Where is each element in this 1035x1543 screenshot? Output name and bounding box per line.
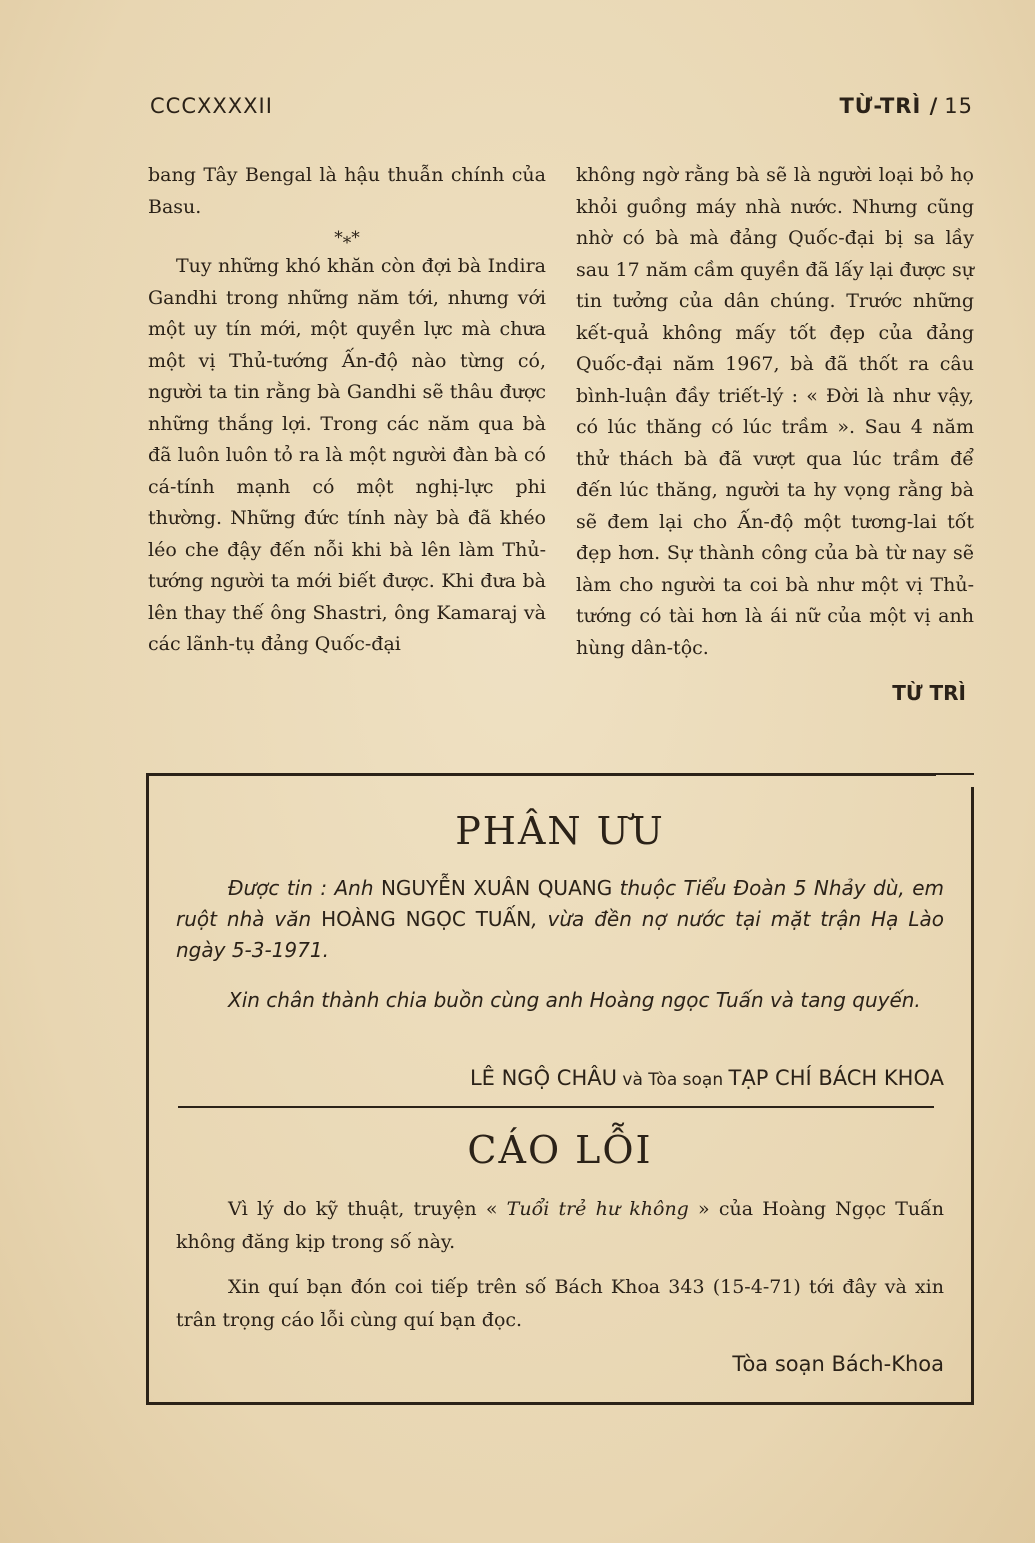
apology-text: » của Hoàng Ngọc Tuấn không đăng kịp trong số này. xyxy=(176,1198,945,1253)
article-right-column xyxy=(576,160,974,710)
box-border xyxy=(146,773,149,1405)
section-separator: *⁎* xyxy=(334,228,360,248)
notice-box xyxy=(146,773,974,1405)
story-title: Tuổi trẻ hư không xyxy=(506,1198,689,1220)
running-title-text: TỪ-TRÌ / xyxy=(839,94,939,118)
apology-title: CÁO LỖI xyxy=(467,1128,653,1172)
magazine-name: TẠP CHÍ BÁCH KHOA xyxy=(728,1066,944,1090)
condolence-title: PHÂN ƯU xyxy=(455,809,665,853)
condolence-text: Được tin : Anh xyxy=(228,876,381,900)
page-header xyxy=(150,88,973,124)
running-title xyxy=(839,94,973,118)
box-border xyxy=(146,1402,974,1405)
box-border xyxy=(936,773,974,775)
condolence-sender xyxy=(176,1063,944,1096)
article-paragraph: Tuy những khó khăn còn đợi bà Indira Gandhi trong những năm tới, nhưng với một uy tín mới, một quyền lực mà chưa một vị Thủ-tướng Ấn-độ nào từng có, người ta tin rằng bà Gandhi sẽ thâu được những thắng lợi. Trong các năm qua bà đã luôn luôn tỏ ra là một người đàn bà có cá-tính mạnh có một nghị-lực phi thường. Những đức tính này bà đã khéo léo che đậy đến nỗi khi bà lên làm Thủ-tướng người ta mới biết được. Khi đưa bà lên thay thế ông Shastri, ông Kamaraj và các lãnh-tụ đảng Quốc-đại xyxy=(148,255,546,655)
writer-name: HOÀNG NGỌC TUẤN xyxy=(321,907,532,931)
apology-followup: Xin quí bạn đón coi tiếp trên số Bách Khoa 343 (15-4-71) tới đây và xin trân trọng cáo lỗi cùng quí bạn đọc. xyxy=(176,1276,944,1331)
box-border xyxy=(971,787,974,1405)
volume-number: CCCXXXXII xyxy=(150,94,273,118)
condolence-text: , vừa đền nợ nước tại mặt trận Hạ Lào ngày 5-3-1971. xyxy=(176,907,944,962)
article-paragraph: bang Tây Bengal là hậu thuẫn chính của Basu. xyxy=(148,164,546,218)
sender-joiner: và Tòa soạn xyxy=(616,1070,729,1090)
sender-name: LÊ NGỘ CHÂU xyxy=(469,1066,617,1090)
condolence-text: thuộc Tiểu Đoàn 5 Nhảy dù, em ruột nhà văn xyxy=(176,876,944,931)
article-signature: TỪ TRÌ xyxy=(892,681,966,705)
deceased-name: NGUYỄN XUÂN QUANG xyxy=(380,876,613,900)
apology-message xyxy=(176,1193,944,1259)
section-divider xyxy=(178,1106,934,1108)
apology-text: Vì lý do kỹ thuật, truyện « xyxy=(228,1198,507,1220)
page-number: 15 xyxy=(944,94,973,118)
box-border xyxy=(146,773,936,776)
condolence-sympathy: Xin chân thành chia buồn cùng anh Hoàng ngọc Tuấn và tang quyến. xyxy=(228,988,921,1012)
apology-sender: Tòa soạn Bách-Khoa xyxy=(732,1352,944,1376)
article-left-column xyxy=(148,160,546,661)
article-paragraph: không ngờ rằng bà sẽ là người loại bỏ họ khỏi guồng máy nhà nước. Nhưng cũng nhờ có bà mà đảng Quốc-đại bị sa lầy sau 17 năm cầm quyền đã lấy lại được sự tin tưởng của dân chúng. Trước những kết-quả không mấy tốt đẹp của đảng Quốc-đại năm 1967, bà đã thốt ra câu bình-luận đầy triết-lý : « Đời là như vậy, có lúc thăng có lúc trầm ». Sau 4 năm thử thách bà đã vượt qua lúc trầm để đến lúc thăng, người ta hy vọng rằng bà sẽ đem lại cho Ấn-độ một tương-lai tốt đẹp hơn. Sự thành công của bà từ nay sẽ làm cho người ta coi bà như một vị Thủ-tướng có tài hơn là ái nữ của một vị anh hùng dân-tộc. xyxy=(576,164,974,659)
condolence-message xyxy=(176,873,944,966)
